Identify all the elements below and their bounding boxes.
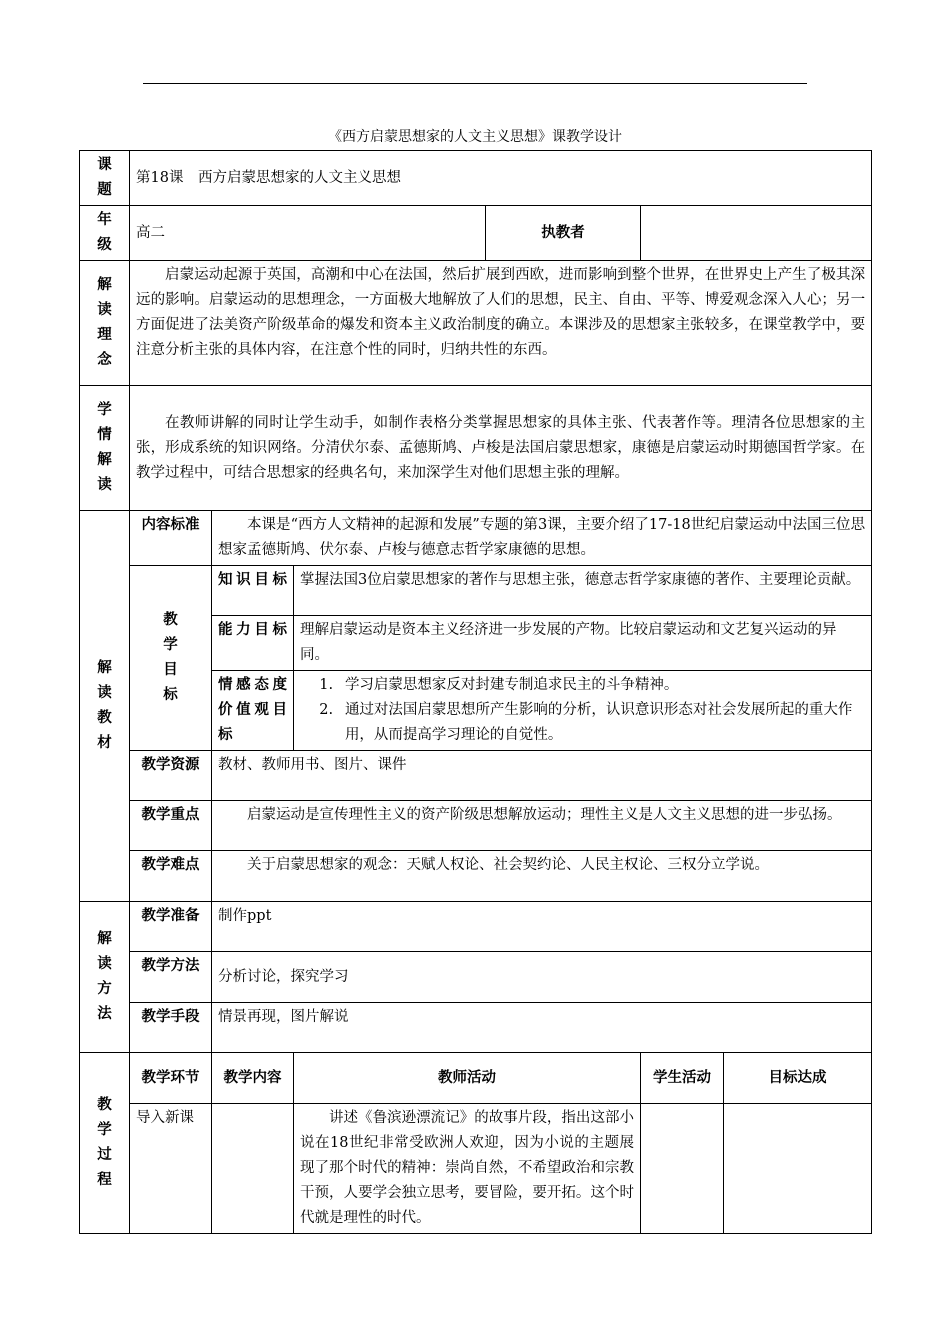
goal-cell [724,1104,872,1234]
row-students [80,386,872,511]
row-grade [80,206,872,261]
method-label: 教学方法 [130,952,212,1003]
means-label: 教学手段 [130,1003,212,1053]
textbook-label: 解 读 教 材 [80,511,130,902]
stage-cell: 导入新课 [130,1104,212,1234]
prep-label: 教学准备 [130,902,212,952]
methods-label: 解 读 方 法 [80,902,130,1053]
row-topic [80,151,872,206]
standard-text: 本课是“西方人文精神的起源和发展”专题的第3课，主要介绍了17-18世纪启蒙运动中法国三位思想家孟德斯鸠、伏尔泰、卢梭与德意志哲学家康德的思想。 [212,511,872,566]
lesson-plan-table [79,150,872,1234]
topic-value: 第18课 西方启蒙思想家的人文主义思想 [130,151,872,206]
row-process-header [80,1053,872,1104]
key-label: 教学重点 [130,801,212,851]
header-goal: 目标达成 [724,1053,872,1104]
student-activity-cell [641,1104,724,1234]
emotion-label: 情感态度价值观目标 [212,671,294,751]
teacher-value [641,206,872,261]
ability-text: 理解启蒙运动是资本主义经济进一步发展的产物。比较启蒙运动和文艺复兴运动的异同。 [294,616,872,671]
ability-label: 能力目标 [212,616,294,671]
process-label: 教 学 过 程 [80,1053,130,1234]
row-concept [80,261,872,386]
table-row [80,1104,872,1234]
concept-label: 解 读 理 念 [80,261,130,386]
knowledge-text: 掌握法国3位启蒙思想家的著作与思想主张，德意志哲学家康德的著作、主要理论贡献。 [294,566,872,616]
row-knowledge-goal [80,566,872,616]
document-title: 《西方启蒙思想家的人文主义思想》课教学设计 [328,129,622,145]
difficult-label: 教学难点 [130,851,212,902]
resources-text: 教材、教师用书、图片、课件 [212,751,872,801]
prep-text: 制作ppt [212,902,872,952]
emotion-item: 1. 学习启蒙思想家反对封建专制追求民主的斗争精神。 [338,673,865,698]
goals-label: 教 学 目 标 [130,566,212,751]
students-label: 学 情 解 读 [80,386,130,511]
knowledge-label: 知识目标 [212,566,294,616]
row-resources [80,751,872,801]
grade-label: 年 级 [80,206,130,261]
header-student-activity: 学生活动 [641,1053,724,1104]
method-text: 分析讨论，探究学习 [212,952,872,1003]
content-cell [212,1104,294,1234]
row-method [80,952,872,1003]
header-rule [143,83,807,84]
students-text: 在教师讲解的同时让学生动手，如制作表格分类掌握思想家的具体主张、代表著作等。理清各位思想家的主张，形成系统的知识网络。分清伏尔泰、孟德斯鸠、卢梭是法国启蒙思想家，康德是启蒙运动时期德国哲学家。在教学过程中，可结合思想家的经典名句，来加深学生对他们思想主张的理解。 [130,386,872,511]
resources-label: 教学资源 [130,751,212,801]
row-standard [80,511,872,566]
teacher-label: 执教者 [486,206,641,261]
emotion-item: 2. 通过对法国启蒙思想所产生影响的分析，认识意识形态对社会发展所起的重大作用，从而提高学习理论的自觉性。 [338,698,865,748]
header-stage: 教学环节 [130,1053,212,1104]
standard-label: 内容标准 [130,511,212,566]
row-key-point [80,801,872,851]
row-difficulty [80,851,872,902]
means-text: 情景再现，图片解说 [212,1003,872,1053]
row-means [80,1003,872,1053]
row-prep [80,902,872,952]
emotion-text [294,671,872,751]
emotion-list [300,673,865,748]
key-text: 启蒙运动是宣传理性主义的资产阶级思想解放运动；理性主义是人文主义思想的进一步弘扬。 [212,801,872,851]
concept-text: 启蒙运动起源于英国，高潮和中心在法国，然后扩展到西欧，进而影响到整个世界，在世界史上产生了极其深远的影响。启蒙运动的思想理念，一方面极大地解放了人们的思想，民主、自由、平等、博爱观念深入人心；另一方面促进了法美资产阶级革命的爆发和资本主义政治制度的确立。本课涉及的思想家主张较多，在课堂教学中，要注意分析主张的具体内容，在注意个性的同时，归纳共性的东西。 [130,261,872,386]
header-teacher-activity: 教师活动 [294,1053,641,1104]
grade-value: 高二 [130,206,486,261]
topic-label: 课 题 [80,151,130,206]
difficult-text: 关于启蒙思想家的观念：天赋人权论、社会契约论、人民主权论、三权分立学说。 [212,851,872,902]
teacher-activity-cell: 讲述《鲁滨逊漂流记》的故事片段，指出这部小说在18世纪非常受欧洲人欢迎，因为小说的主题展现了那个时代的精神：崇尚自然，不希望政治和宗教干预，人要学会独立思考，要冒险，要开拓。这个时代就是理性的时代。 [294,1104,641,1234]
header-content: 教学内容 [212,1053,294,1104]
